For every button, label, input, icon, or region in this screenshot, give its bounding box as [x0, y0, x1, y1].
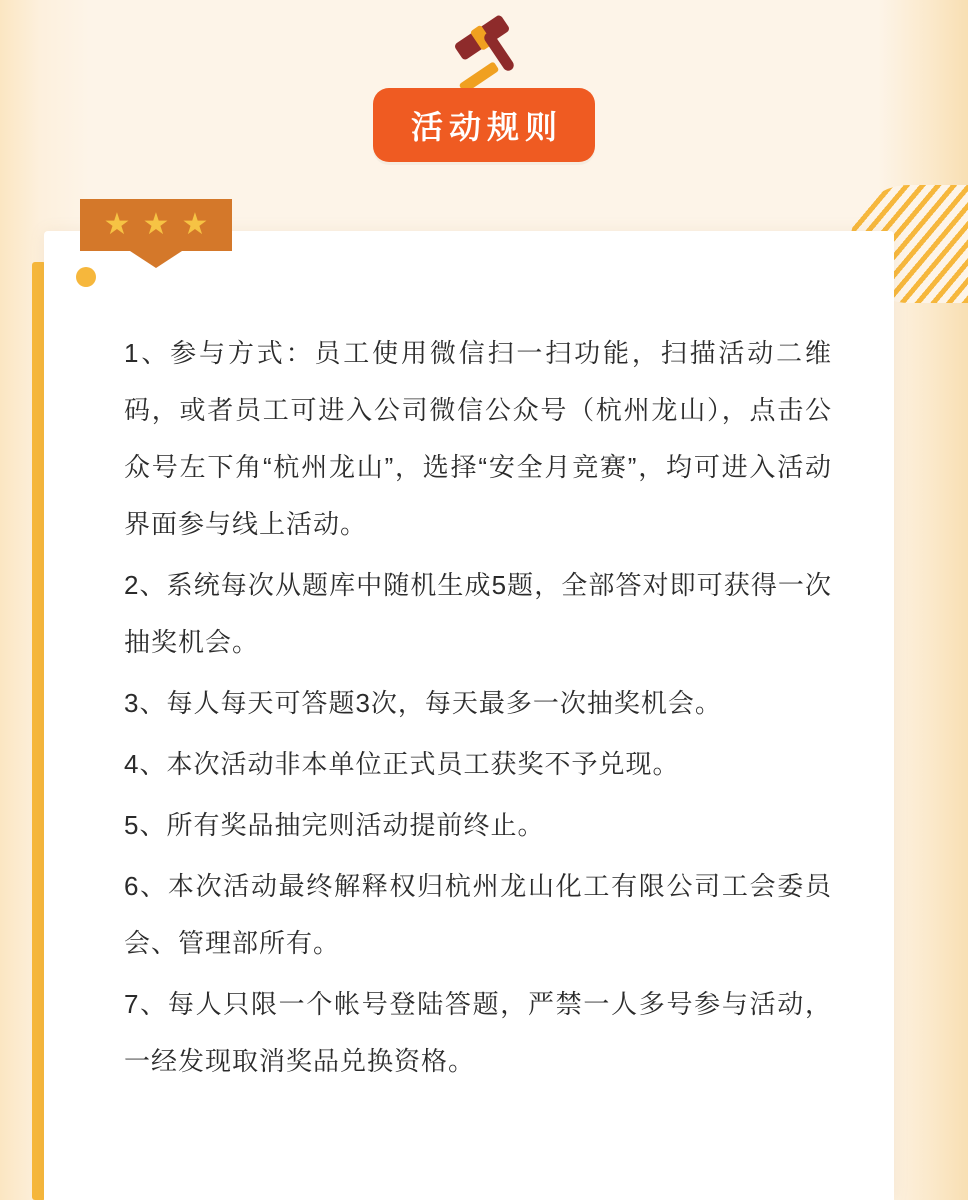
gavel-icon — [446, 18, 526, 88]
dot-decoration — [76, 267, 96, 287]
list-item: 5、所有奖品抽完则活动提前终止。 — [124, 810, 545, 840]
page-header — [0, 0, 968, 175]
page-title-text: 活动规则 — [410, 109, 563, 145]
list-item: 4、本次活动非本单位正式员工获奖不予兑现。 — [124, 749, 680, 779]
star-icon: ★ — [142, 208, 170, 241]
list-item: 7、每人只限一个帐号登陆答题，严禁一人多号参与活动，一经发现取消奖品兑换资格。 — [124, 989, 832, 1076]
page-title — [373, 88, 595, 162]
star-icon: ★ — [181, 208, 209, 241]
list-item: 3、每人每天可答题3次，每天最多一次抽奖机会。 — [124, 688, 722, 718]
list-item: 1、参与方式：员工使用微信扫一扫功能，扫描活动二维码，或者员工可进入公司微信公众号（杭州龙山），点击公众号左下角“杭州龙山”，选择“安全月竞赛”，均可进入活动界面参与线上活动。 — [124, 338, 832, 539]
star-icon: ★ — [103, 208, 131, 241]
star-ribbon — [80, 199, 232, 251]
list-item: 6、本次活动最终解释权归杭州龙山化工有限公司工会委员会、管理部所有。 — [124, 871, 832, 958]
rules-list — [124, 325, 832, 1094]
list-item: 2、系统每次从题库中随机生成5题，全部答对即可获得一次抽奖机会。 — [124, 570, 832, 657]
